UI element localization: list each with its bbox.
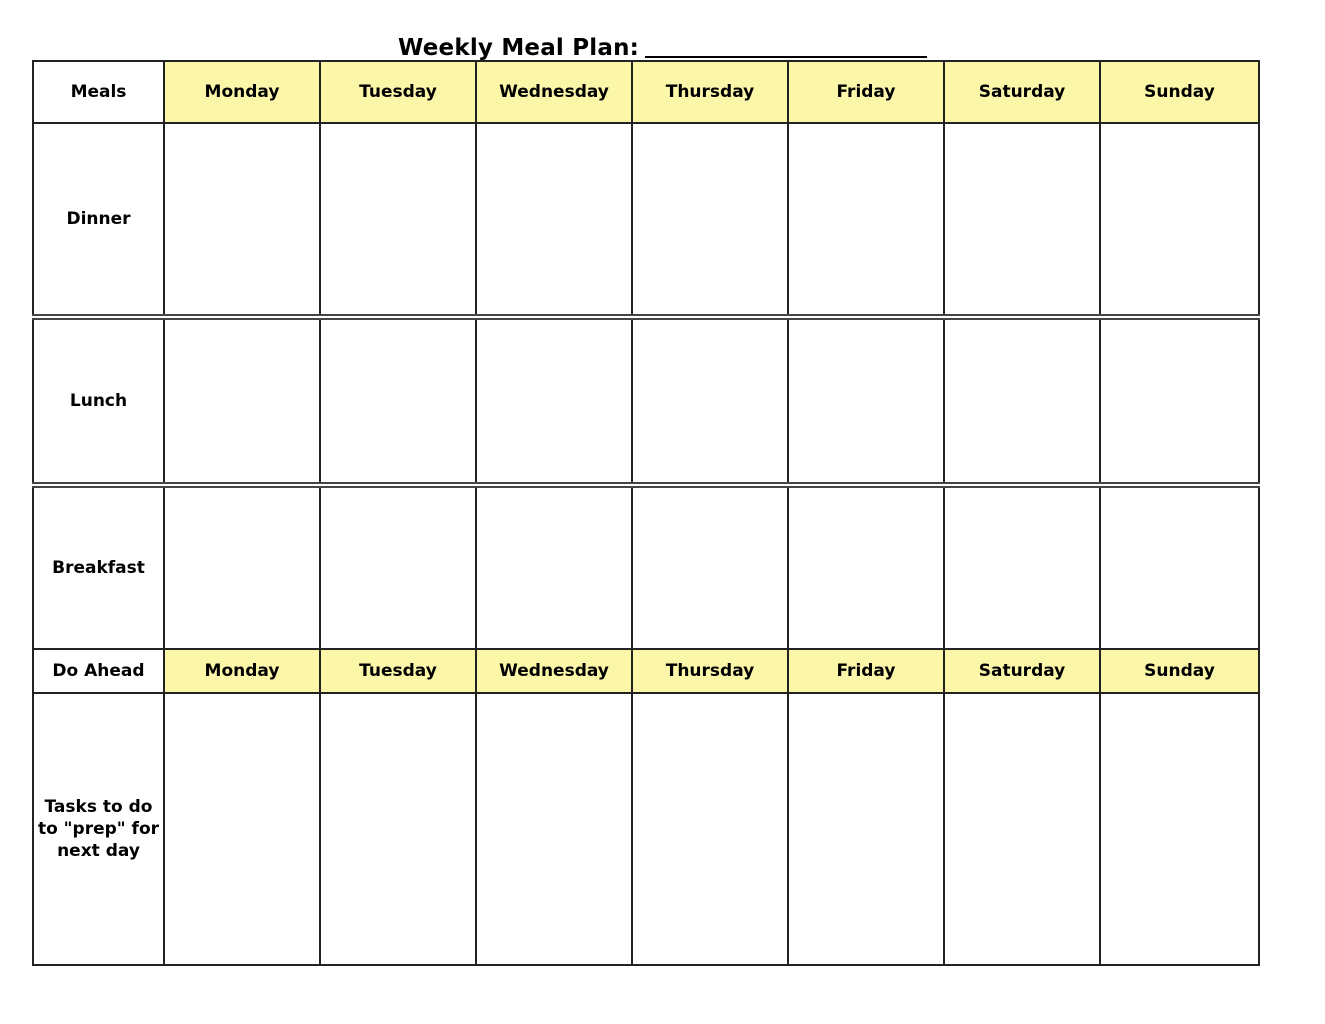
tasks-saturday-cell[interactable] <box>944 693 1100 965</box>
page-title <box>398 30 927 61</box>
day-header-friday: Friday <box>788 61 944 123</box>
do-ahead-day-header-thursday: Thursday <box>632 649 788 693</box>
dinner-thursday-cell[interactable] <box>632 123 788 317</box>
tasks-label: Tasks to do to "prep" for next day <box>37 797 160 861</box>
dinner-saturday-cell[interactable] <box>944 123 1100 317</box>
day-header-tuesday: Tuesday <box>320 61 476 123</box>
tasks-row <box>33 693 1259 965</box>
breakfast-row <box>33 485 1259 649</box>
tasks-thursday-cell[interactable] <box>632 693 788 965</box>
breakfast-wednesday-cell[interactable] <box>476 485 632 649</box>
day-header-saturday: Saturday <box>944 61 1100 123</box>
breakfast-saturday-cell[interactable] <box>944 485 1100 649</box>
do-ahead-day-header-monday: Monday <box>164 649 320 693</box>
tasks-label-cell <box>33 693 164 965</box>
do-ahead-day-header-saturday: Saturday <box>944 649 1100 693</box>
do-ahead-day-header-tuesday: Tuesday <box>320 649 476 693</box>
breakfast-monday-cell[interactable] <box>164 485 320 649</box>
breakfast-friday-cell[interactable] <box>788 485 944 649</box>
day-header-thursday: Thursday <box>632 61 788 123</box>
lunch-monday-cell[interactable] <box>164 317 320 485</box>
lunch-friday-cell[interactable] <box>788 317 944 485</box>
tasks-friday-cell[interactable] <box>788 693 944 965</box>
lunch-saturday-cell[interactable] <box>944 317 1100 485</box>
tasks-monday-cell[interactable] <box>164 693 320 965</box>
tasks-tuesday-cell[interactable] <box>320 693 476 965</box>
do-ahead-header-row <box>33 649 1259 693</box>
dinner-monday-cell[interactable] <box>164 123 320 317</box>
meals-header: Meals <box>33 61 164 123</box>
lunch-wednesday-cell[interactable] <box>476 317 632 485</box>
dinner-tuesday-cell[interactable] <box>320 123 476 317</box>
week-blank-line[interactable] <box>645 30 927 58</box>
page-title-text: Weekly Meal Plan: <box>398 35 640 61</box>
breakfast-sunday-cell[interactable] <box>1100 485 1259 649</box>
dinner-sunday-cell[interactable] <box>1100 123 1259 317</box>
dinner-label: Dinner <box>33 123 164 317</box>
lunch-sunday-cell[interactable] <box>1100 317 1259 485</box>
lunch-tuesday-cell[interactable] <box>320 317 476 485</box>
do-ahead-day-header-wednesday: Wednesday <box>476 649 632 693</box>
day-header-wednesday: Wednesday <box>476 61 632 123</box>
tasks-wednesday-cell[interactable] <box>476 693 632 965</box>
breakfast-label: Breakfast <box>33 485 164 649</box>
day-header-sunday: Sunday <box>1100 61 1259 123</box>
lunch-row <box>33 317 1259 485</box>
dinner-friday-cell[interactable] <box>788 123 944 317</box>
do-ahead-header: Do Ahead <box>33 649 164 693</box>
do-ahead-day-header-friday: Friday <box>788 649 944 693</box>
breakfast-thursday-cell[interactable] <box>632 485 788 649</box>
header-row <box>33 61 1259 123</box>
meal-plan-table <box>32 60 1260 966</box>
breakfast-tuesday-cell[interactable] <box>320 485 476 649</box>
day-header-monday: Monday <box>164 61 320 123</box>
do-ahead-day-header-sunday: Sunday <box>1100 649 1259 693</box>
lunch-label: Lunch <box>33 317 164 485</box>
dinner-wednesday-cell[interactable] <box>476 123 632 317</box>
lunch-thursday-cell[interactable] <box>632 317 788 485</box>
tasks-sunday-cell[interactable] <box>1100 693 1259 965</box>
dinner-row <box>33 123 1259 317</box>
